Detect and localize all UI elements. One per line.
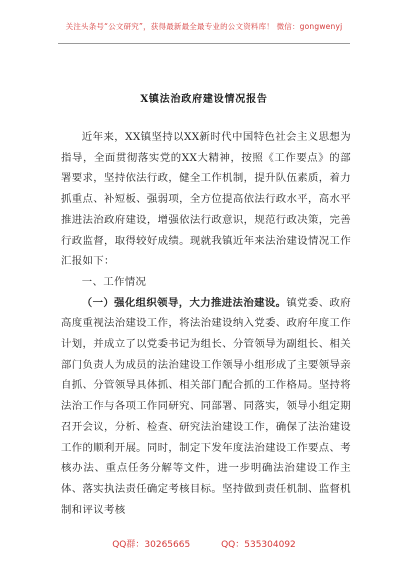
qq-number: QQ：535304092: [221, 540, 296, 550]
header-divider: [58, 43, 350, 44]
subsection-text: 镇党委、政府高度重视法治建设工作，将法治建设纳入党委、政府年度工作计划，并成立了以党委书记为组长、分管领导为副组长、相关部门负责人为成员的法治建设工作领导小组形成了主要领导亲自抓、分管领导具体抓、相关部门配合抓的工作格局。坚持将法治工作与各项工作同研究、同部署、同落实，领导小组定期召开会议，分析、检查、研究法治建设工作，确保了法治建设工作的顺利开展。同时，制定下发年度法治建设工作要点、考核办法、重点任务分解等文件，进一步明确法治建设工作主体、落实执法责任确定考核目标。坚持做到责任机制、监督机制和评议考核: [61, 296, 351, 516]
intro-paragraph: 近年来，XX镇坚持以XX新时代中国特色社会主义思想为指导，全面贯彻落实党的XX大精神，按照《工作要点》的部署要求，坚持依法行政，健全工作机制，提升队伍素质，着力抓重点、补短板、强弱项，全方位提高依法行政水平，高水平推进法治政府建设，增强依法行政意识，规范行政决策，完善行政监督，取得较好成绩。现就我镇近年来法治建设情况工作汇报如下：: [61, 131, 351, 268]
subsection-label: （一）强化组织领导，大力推进法治建设。: [81, 296, 287, 309]
document-body: [61, 127, 351, 520]
contact-footer: [0, 537, 408, 550]
section-heading: 一、工作情况: [81, 275, 147, 288]
qq-group-number: QQ群：30265665: [112, 540, 191, 550]
document-title: X镇法治政府建设情况报告: [140, 94, 268, 105]
promo-banner: 关注头条号“公文研究”，获得最新最全最专业的公文资料库！ 微信：gongwenyj: [65, 22, 343, 31]
subsection-paragraph: [61, 293, 351, 521]
